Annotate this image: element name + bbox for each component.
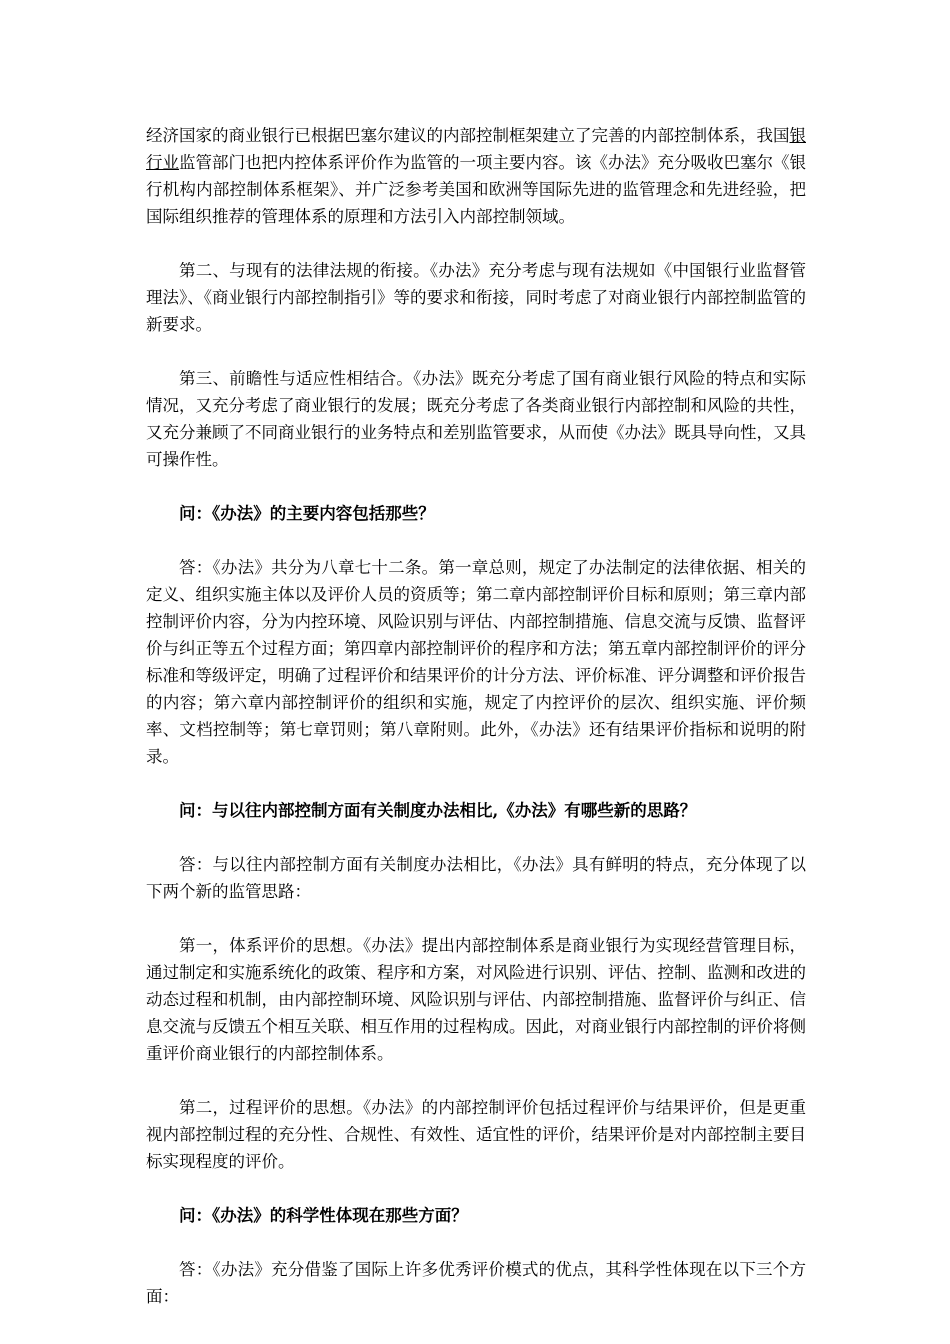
paragraph-system-evaluation: 第一，体系评价的思想。《办法》提出内部控制体系是商业银行为实现经营管理目标，通过制定和实施系统化的政策、程序和方案，对风险进行识别、评估、控制、监测和改进的动态过程和机制，由内部控制环境、风险识别与评估、内部控制措施、监督评价与纠正、信息交流与反馈五个相互关联、相互作用的过程构成。因此，对商业银行内部控制的评价将侧重评价商业银行的内部控制体系。 <box>146 936 806 1063</box>
paragraph-basel-framework <box>146 122 806 230</box>
paragraph-process-evaluation: 第二，过程评价的思想。《办法》的内部控制评价包括过程评价与结果评价，但是更重视内部控制过程的充分性、合规性、有效性、适宜性的评价，结果评价是对内部控制主要目标实现程度的评价。 <box>146 1098 806 1171</box>
question-new-ideas: 问：与以往内部控制方面有关制度办法相比,《办法》有哪些新的思路？ <box>179 801 697 820</box>
answer-main-content: 答：《办法》共分为八章七十二条。第一章总则，规定了办法制定的法律依据、相关的定义、组织实施主体以及评价人员的资质等；第二章内部控制评价目标和原则；第三章内部控制评价内容，分为内控环境、风险识别与评估、内部控制措施、信息交流与反馈、监督评价与纠正等五个过程方面；第四章内部控制评价的程序和方法；第五章内部控制评价的评分标准和等级评定，明确了过程评价和结果评价的计分方法、评价标准、评分调整和评价报告的内容；第六章内部控制评价的组织和实施，规定了内控评价的层次、组织实施、评价频率、文档控制等；第七章罚则；第八章附则。此外，《办法》还有结果评价指标和说明的附录。 <box>146 558 806 766</box>
answer-scientific-nature: 答：《办法》充分借鉴了国际上许多优秀评价模式的优点，其科学性体现在以下三个方面： <box>146 1260 806 1306</box>
paragraph-second-point: 第二、与现有的法律法规的衔接。《办法》充分考虑与现有法规如《中国银行业监督管理法》、《商业银行内部控制指引》等的要求和衔接，同时考虑了对商业银行内部控制监管的新要求。 <box>146 261 806 334</box>
paragraph-third-point: 第三、前瞻性与适应性相结合。《办法》既充分考虑了国有商业银行风险的特点和实际情况，又充分考虑了商业银行的发展；既充分考虑了各类商业银行内部控制和风险的共性，又充分兼顾了不同商业银行的业务特点和差别监管要求，从而使《办法》既具导向性，又具可操作性。 <box>146 369 806 469</box>
document-page <box>146 122 806 1337</box>
paragraph-text: 经济国家的商业银行已根据巴塞尔建议的内部控制框架建立了完善的内部控制体系，我国 <box>146 126 790 145</box>
question-scientific-nature: 问：《办法》的科学性体现在那些方面？ <box>179 1206 468 1225</box>
answer-new-ideas: 答：与以往内部控制方面有关制度办法相比，《办法》具有鲜明的特点，充分体现了以下两个新的监管思路： <box>146 855 806 901</box>
question-main-content: 问：《办法》的主要内容包括那些？ <box>179 504 435 523</box>
banking-industry-link[interactable]: 银行业 <box>146 126 806 172</box>
paragraph-text: 监管部门也把内控体系评价作为监管的一项主要内容。该《办法》充分吸收巴塞尔《银行机构内部控制体系框架》、并广泛参考美国和欧洲等国际先进的监管理念和先进经验，把国际组织推荐的管理体系的原理和方法引入内部控制领域。 <box>146 153 806 226</box>
